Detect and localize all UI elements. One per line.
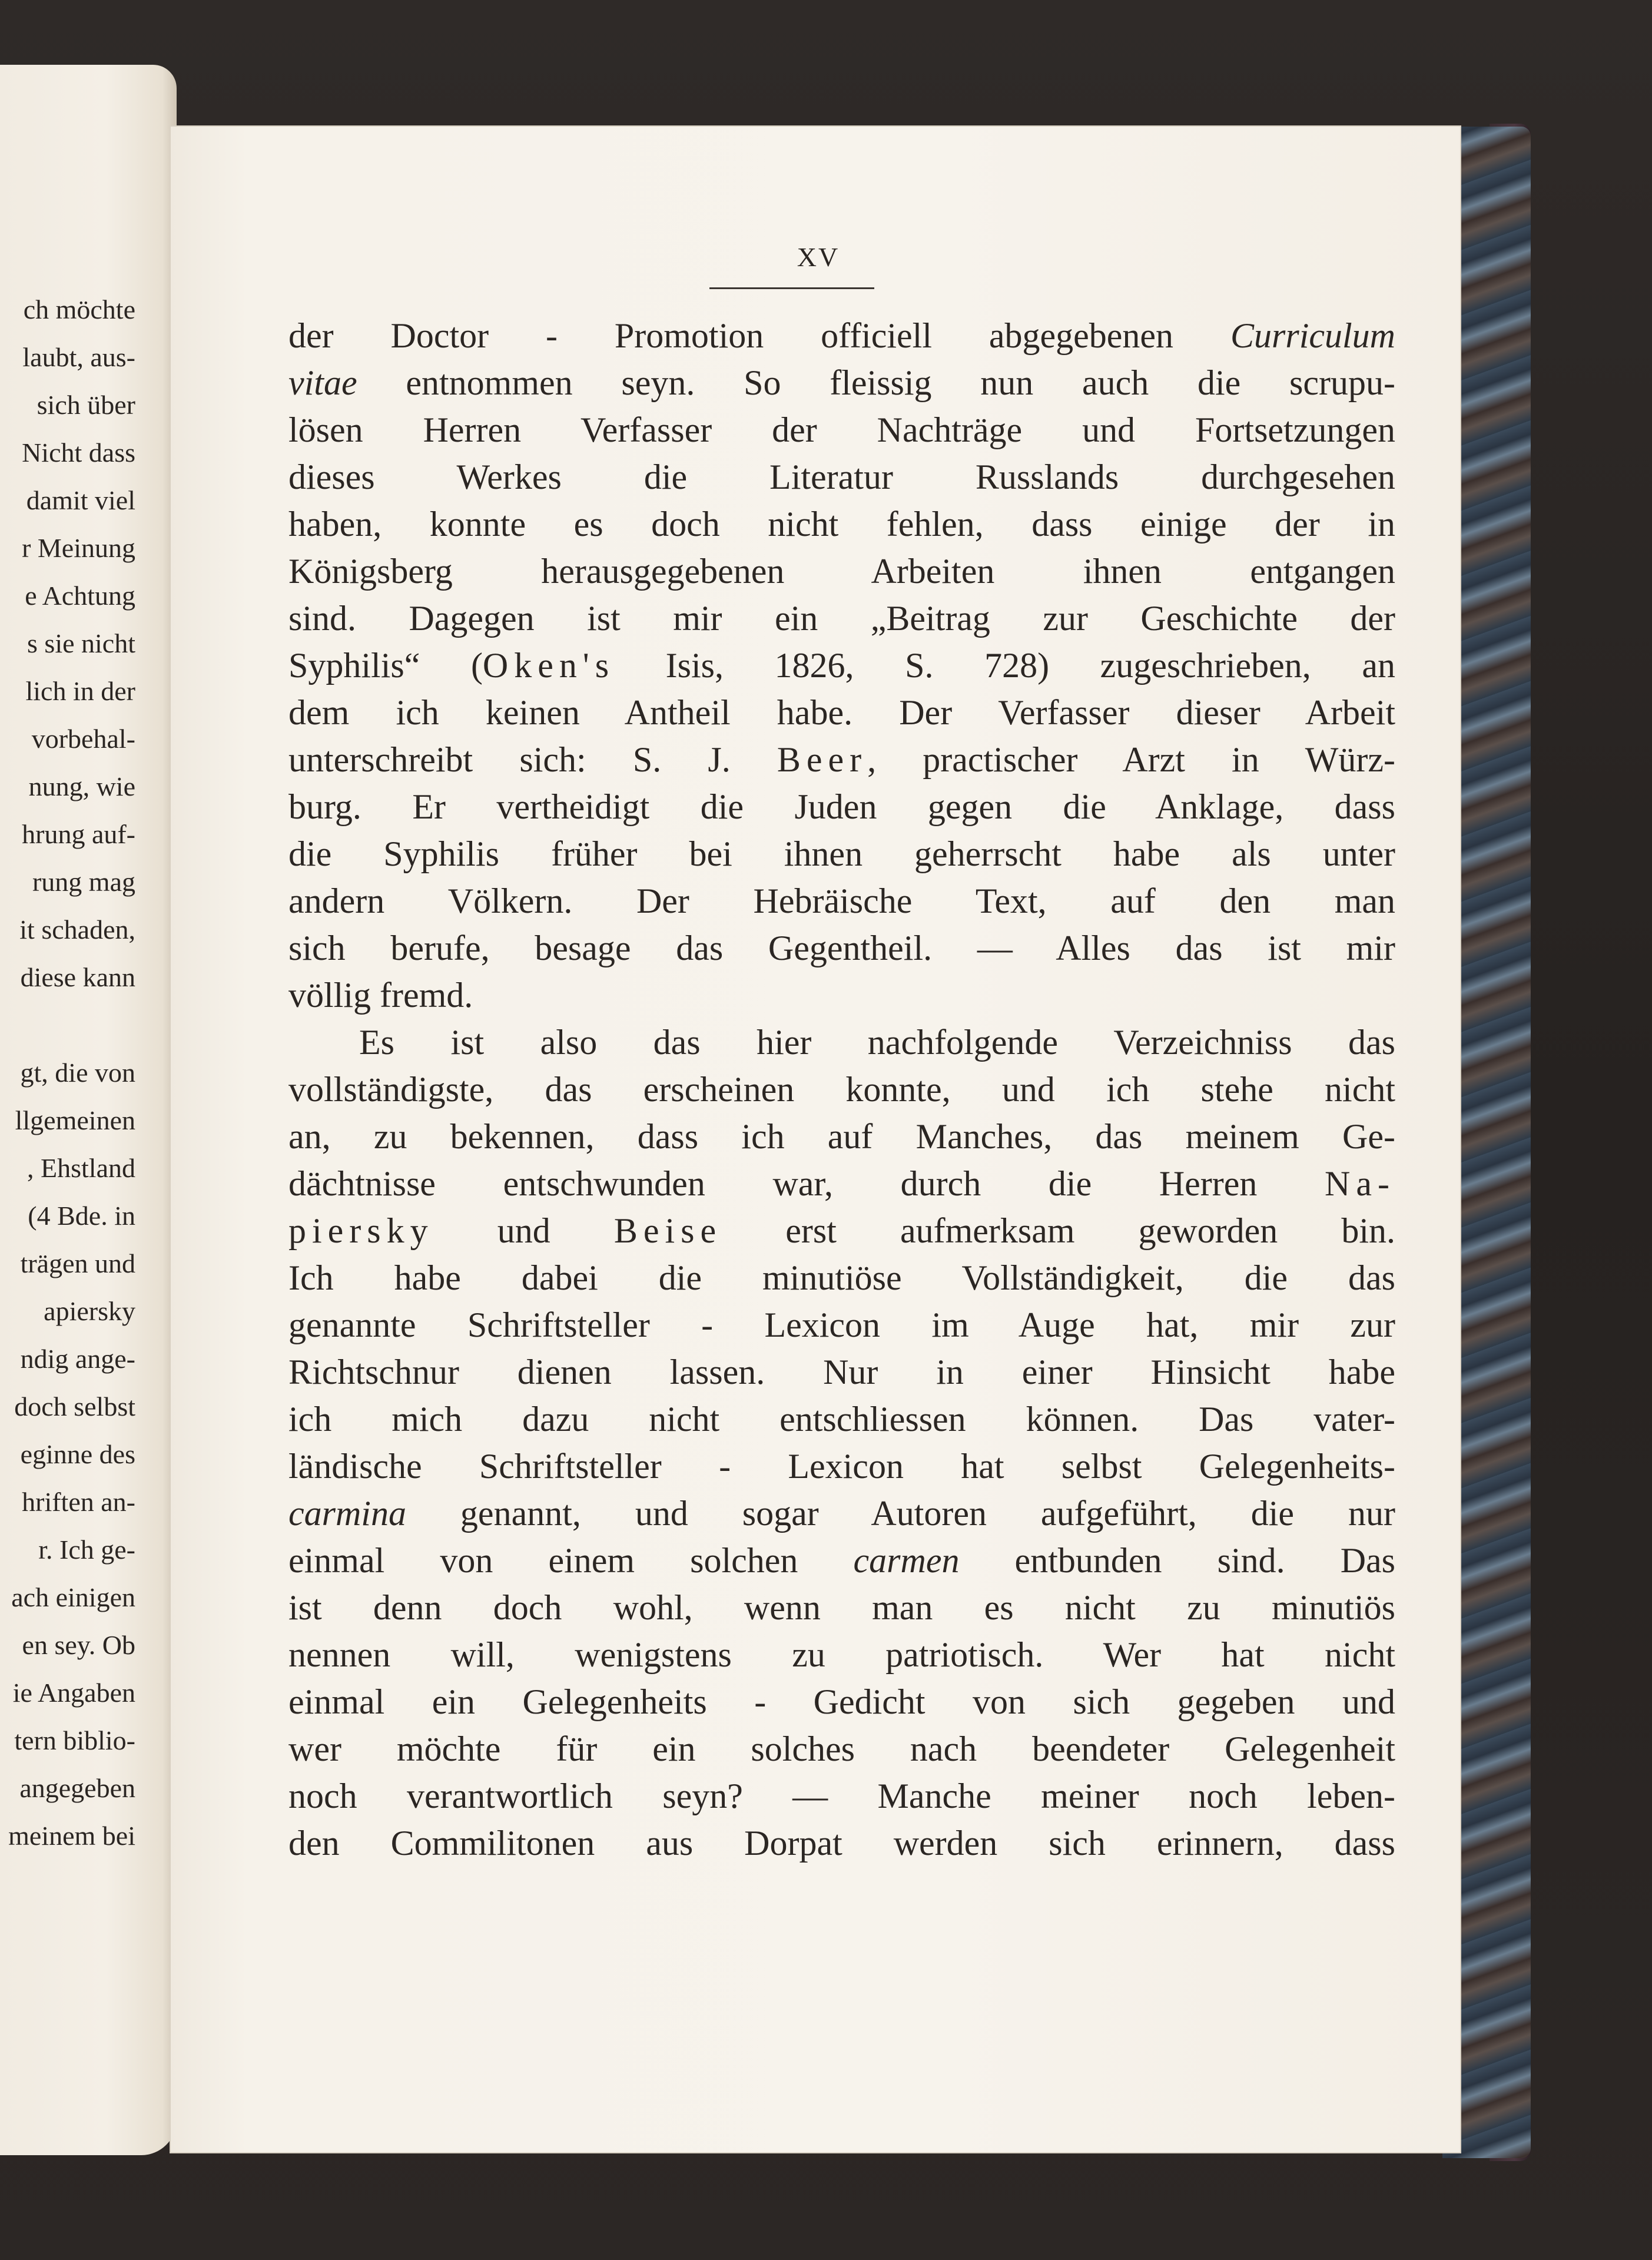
- text-line: andern Völkern. Der Hebräische Text, auf den man: [288, 882, 1395, 920]
- paragraph-start-line: Es ist also das hier nachfolgende Verzeichniss das: [359, 1023, 1395, 1062]
- left-page-fragment: llgemeinen: [15, 1105, 135, 1135]
- text-line: sind. Dagegen ist mir ein „Beitrag zur Geschichte der: [288, 599, 1395, 638]
- text-line: vollständigste, das erscheinen konnte, und ich stehe nicht: [288, 1070, 1395, 1109]
- left-page-fragment: , Ehstland: [27, 1153, 135, 1183]
- italic-term: Curriculum: [1230, 316, 1395, 355]
- text-span: entbunden sind. Das: [959, 1541, 1395, 1580]
- left-page-fragment: r Meinung: [22, 533, 135, 563]
- text-span: einmal von einem solchen: [288, 1541, 854, 1580]
- left-page-fragment: ie Angaben: [12, 1678, 135, 1708]
- text-span: genannt, und sogar Autoren aufgeführt, die nur: [406, 1494, 1395, 1533]
- left-page-fragment: ch möchte: [23, 294, 135, 324]
- left-page-fragment: r. Ich ge-: [38, 1535, 135, 1565]
- left-page-fragment: en sey. Ob: [22, 1630, 135, 1660]
- text-line: Richtschnur dienen lassen. Nur in einer Hinsicht habe: [288, 1353, 1395, 1391]
- text-line: [288, 312, 1395, 359]
- text-line: den Commilitonen aus Dorpat werden sich erinnern, dass: [288, 1824, 1395, 1863]
- text-line: [288, 642, 1395, 689]
- text-line: einmal ein Gelegenheits - Gedicht von sich gegeben und: [288, 1682, 1395, 1721]
- text-span: erst aufmerksam geworden bin.: [722, 1211, 1396, 1250]
- left-page-fragment: hriften an-: [22, 1487, 135, 1517]
- right-page: [171, 127, 1460, 2152]
- page-number-rule: [709, 287, 874, 289]
- left-page-fragment: sich über: [37, 390, 135, 420]
- text-line: die Syphilis früher bei ihnen geherrscht habe als unter: [288, 834, 1395, 873]
- text-line: [288, 1490, 1395, 1537]
- text-line: [288, 1537, 1395, 1584]
- left-page-fragment: Nicht dass: [22, 438, 135, 468]
- left-page-fragment: meinem bei: [8, 1821, 135, 1851]
- left-page-fragment: e Achtung: [25, 581, 135, 611]
- text-line: ist denn doch wohl, wenn man es nicht zu minutiös: [288, 1588, 1395, 1627]
- left-page-text: [0, 286, 135, 1860]
- left-page-fragment: diese kann: [20, 962, 135, 992]
- text-span: der Doctor - Promotion officiell abgegebenen: [288, 316, 1230, 355]
- left-page-fragment: eginne des: [20, 1439, 135, 1469]
- text-span: , practischer Arzt in Würz-: [867, 740, 1395, 779]
- text-span: und: [433, 1211, 614, 1250]
- left-page-fragment: angegeben: [19, 1773, 135, 1803]
- text-line: dieses Werkes die Literatur Russlands durchgesehen: [288, 458, 1395, 496]
- text-span: dächtnisse entschwunden war, durch die Herren: [288, 1164, 1325, 1203]
- left-facing-page: [0, 65, 177, 2155]
- text-line: [288, 359, 1395, 406]
- left-page-fragment: hrung auf-: [22, 819, 135, 849]
- left-page-fragment: rung mag: [32, 867, 135, 897]
- left-page-fragment: [0, 1001, 135, 1049]
- text-span: unterschreibt sich: S. J.: [288, 740, 777, 779]
- text-span: entnommen seyn. So fleissig nun auch die scrupu-: [357, 363, 1395, 402]
- text-line: [288, 1160, 1395, 1207]
- spaced-name: Beer: [777, 740, 868, 779]
- text-line: ländische Schriftsteller - Lexicon hat selbst Gelegenheits-: [288, 1447, 1395, 1486]
- text-line: burg. Er vertheidigt die Juden gegen die Anklage, dass: [288, 787, 1395, 826]
- text-line: Ich habe dabei die minutiöse Vollständigkeit, die das: [288, 1258, 1395, 1297]
- text-line: lösen Herren Verfasser der Nachträge und Fortsetzungen: [288, 410, 1395, 449]
- left-page-fragment: vorbehal-: [31, 724, 135, 754]
- left-page-fragment: tern biblio-: [14, 1725, 135, 1755]
- text-span: Isis, 1826, S. 728) zugeschrieben, an: [615, 646, 1395, 685]
- text-line: [288, 736, 1395, 783]
- text-line: genannte Schriftsteller - Lexicon im Auge hat, mir zur: [288, 1305, 1395, 1344]
- text-line: wer möchte für ein solches nach beendeter Gelegenheit: [288, 1729, 1395, 1768]
- text-line: Königsberg herausgegebenen Arbeiten ihnen entgangen: [288, 552, 1395, 591]
- text-line: ich mich dazu nicht entschliessen können. Das vater-: [288, 1400, 1395, 1439]
- paragraph-end-line: völlig fremd.: [288, 976, 473, 1015]
- left-page-fragment: it schaden,: [19, 914, 135, 945]
- text-line: [288, 1207, 1395, 1254]
- spaced-name: Oken's: [482, 646, 615, 685]
- left-page-fragment: ach einigen: [11, 1582, 135, 1612]
- text-line: noch verantwortlich seyn? — Manche meiner noch leben-: [288, 1777, 1395, 1815]
- body-text: [288, 312, 1395, 1867]
- left-page-fragment: trägen und: [20, 1248, 135, 1278]
- spaced-name: piersky: [288, 1211, 434, 1250]
- left-page-fragment: ndig ange-: [20, 1344, 135, 1374]
- left-page-fragment: (4 Bde. in: [28, 1201, 135, 1231]
- left-page-fragment: lich in der: [25, 676, 135, 706]
- spaced-name: Na-: [1325, 1164, 1395, 1203]
- left-page-fragment: apiersky: [44, 1296, 135, 1326]
- left-page-fragment: damit viel: [26, 485, 135, 515]
- text-span: Syphilis“ (: [288, 646, 483, 685]
- text-line: an, zu bekennen, dass ich auf Manches, das meinem Ge-: [288, 1117, 1395, 1156]
- page-number: XV: [797, 242, 840, 272]
- left-page-fragment: doch selbst: [14, 1391, 135, 1421]
- text-line: sich berufe, besage das Gegentheil. — Alles das ist mir: [288, 929, 1395, 967]
- spaced-name: Beise: [613, 1211, 722, 1250]
- left-page-fragment: laubt, aus-: [22, 342, 135, 372]
- left-page-fragment: s sie nicht: [27, 628, 135, 658]
- italic-term: vitae: [288, 363, 357, 402]
- text-line: nennen will, wenigstens zu patriotisch. Wer hat nicht: [288, 1635, 1395, 1674]
- left-page-fragment: nung, wie: [28, 771, 135, 801]
- left-page-fragment: gt, die von: [20, 1058, 135, 1088]
- italic-term: carmina: [288, 1494, 406, 1533]
- italic-term: carmen: [853, 1541, 960, 1580]
- text-line: dem ich keinen Antheil habe. Der Verfasser dieser Arbeit: [288, 693, 1395, 732]
- text-line: haben, konnte es doch nicht fehlen, dass einige der in: [288, 505, 1395, 544]
